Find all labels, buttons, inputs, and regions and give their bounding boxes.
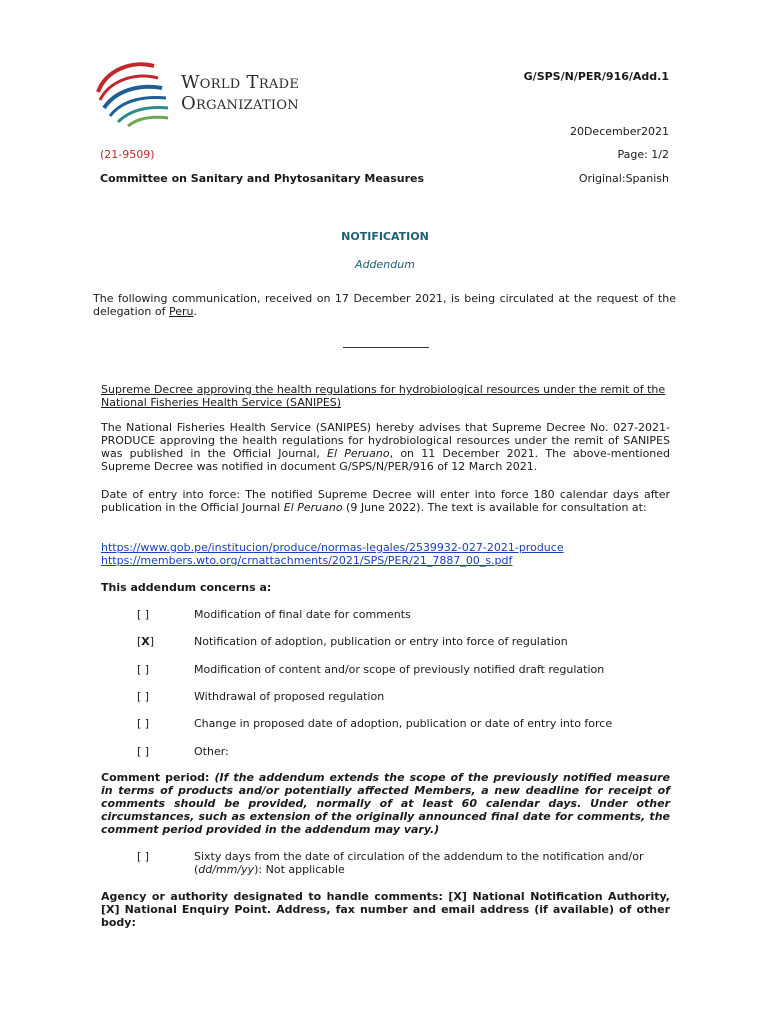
checkbox-change-date[interactable]: [ ] — [137, 717, 150, 730]
comment-period-text: (If the addendum extends the scope of the previously notified measure in terms of products and/or potentially affected Members, a new deadline for receipt of comments should be provided, normally of at least 60 calendar days. Under other circumstances, such as extension of the originally announced final date for comments, the comment period provided in the addendum may vary.) — [101, 771, 670, 836]
comment-period-paragraph — [101, 771, 670, 836]
sixty-days-text-1: Sixty days from the date of circulation of the addendum to the notification and/or ( — [194, 850, 644, 876]
member-name: Peru — [168, 305, 194, 318]
option-content-scope-label: Modification of content and/or scope of previously notified draft regulation — [194, 663, 605, 676]
page-number: Page: 1/2 — [617, 148, 669, 161]
document-date: 20December2021 — [569, 125, 669, 138]
org-name-line1: World Trade — [181, 72, 300, 93]
p1-text-1: The National Fisheries Health Service (SANIPES) hereby advises that Supreme Decree No. 027-2021-PRODUCE approving the health regulations for hydrobiological resources under the remit of SANIPES was published in the Official Journal, — [101, 421, 670, 460]
p2-text-1: Date of entry into force: The notified Supreme Decree will enter into force 180 calendar days after publication in the Official Journal — [101, 488, 670, 514]
concerns-heading: This addendum concerns a: — [101, 581, 272, 594]
separator-rule — [343, 347, 429, 348]
checkbox-other[interactable]: [ ] — [137, 745, 150, 758]
option-sixty-days-label — [194, 850, 674, 876]
wto-logo-icon — [92, 56, 176, 130]
measure-heading: Supreme Decree approving the health regulations for hydrobiological resources under the remit of the National Fisheries Health Service (SANIPES) — [101, 383, 666, 409]
option-adoption-label: Notification of adoption, publication or entry into force of regulation — [194, 635, 568, 648]
document-symbol: G/SPS/N/PER/916/Add.1 — [523, 70, 669, 83]
body-paragraph-1 — [101, 421, 670, 473]
sixty-days-text-2: ): Not applicable — [254, 863, 345, 876]
option-other-label: Other: — [194, 745, 229, 758]
intro-paragraph — [93, 292, 676, 318]
checkbox-adoption-close: ] — [149, 635, 155, 648]
measure-link-1[interactable]: https://www.gob.pe/institucion/produce/normas-legales/2539932-027-2021-produce — [101, 541, 564, 554]
org-name-line2: Organization — [181, 93, 299, 114]
checkbox-adoption-mark: X — [141, 635, 150, 648]
option-final-date-label: Modification of final date for comments — [194, 608, 411, 621]
comment-period-label: Comment period: — [101, 771, 215, 784]
original-language: Original:Spanish — [578, 172, 669, 185]
checkbox-withdrawal[interactable]: [ ] — [137, 690, 150, 703]
p2-text-2: (9 June 2022). The text is available for consultation at: — [342, 501, 647, 514]
organization-name — [181, 72, 299, 114]
notification-title: NOTIFICATION — [341, 230, 429, 243]
p2-journal: El Peruano — [283, 501, 343, 514]
measure-link-2[interactable]: https://members.wto.org/crnattachments/2021/SPS/PER/21_7887_00_s.pdf — [101, 554, 513, 567]
reference-number: (21-9509) — [100, 148, 155, 161]
intro-text-1: The following communication, received on 17 December 2021, is being circulated at the request of the delegation of — [93, 292, 676, 318]
committee-name: Committee on Sanitary and Phytosanitary Measures — [100, 172, 425, 185]
p1-journal: El Peruano — [327, 447, 390, 460]
addendum-subtitle: Addendum — [355, 258, 415, 271]
checkbox-final-date[interactable]: [ ] — [137, 608, 150, 621]
body-paragraph-2 — [101, 488, 670, 514]
checkbox-content-scope[interactable]: [ ] — [137, 663, 150, 676]
option-change-date-label: Change in proposed date of adoption, publication or date of entry into force — [194, 717, 613, 730]
checkbox-sixty-days[interactable]: [ ] — [137, 850, 150, 863]
checkbox-adoption-open: [ — [137, 635, 142, 648]
checkbox-adoption[interactable] — [137, 635, 167, 648]
intro-text-2: . — [193, 305, 197, 318]
agency-paragraph: Agency or authority designated to handle comments: [X] National Notification Authority, [X] National Enquiry Point. Address, fax number and email address (if available) of other body: — [101, 890, 670, 929]
sixty-days-date-format: dd/mm/yy — [198, 863, 255, 876]
p1-text-2: , on 11 December 2021. The above-mentioned Supreme Decree was notified in document G/SPS/N/PER/916 of 12 March 2021. — [101, 447, 671, 473]
option-withdrawal-label: Withdrawal of proposed regulation — [194, 690, 385, 703]
